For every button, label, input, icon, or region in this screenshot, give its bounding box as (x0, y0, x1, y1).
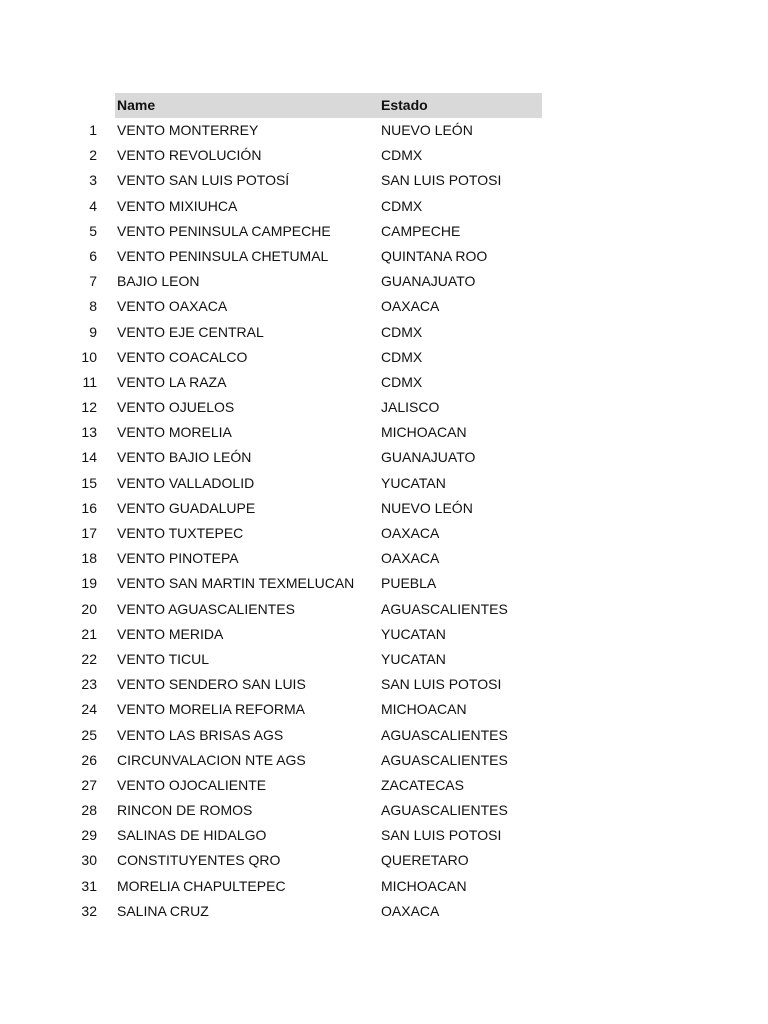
header-name: Name (117, 97, 156, 113)
table-row (0, 219, 768, 244)
row-number: 15 (81, 474, 97, 491)
row-estado: OAXACA (381, 298, 440, 315)
table-row (0, 622, 768, 647)
row-name: VENTO SAN MARTIN TEXMELUCAN (117, 575, 355, 592)
row-number: 3 (89, 172, 97, 189)
row-estado: AGUASCALIENTES (381, 726, 508, 743)
table-row (0, 748, 768, 773)
row-number: 10 (81, 348, 97, 365)
row-estado: NUEVO LEÓN (381, 499, 473, 516)
table-body (0, 118, 768, 924)
row-estado: MICHOACAN (381, 877, 467, 894)
row-estado: CDMX (381, 197, 423, 214)
row-name: MORELIA CHAPULTEPEC (117, 877, 286, 894)
row-name: VENTO BAJIO LEÓN (117, 449, 252, 466)
table-row (0, 672, 768, 697)
table-row (0, 395, 768, 420)
row-name: VENTO OAXACA (117, 298, 228, 315)
row-number: 17 (81, 525, 97, 541)
row-number: 16 (81, 499, 97, 516)
row-estado: SAN LUIS POTOSI (381, 172, 502, 189)
row-estado: GUANAJUATO (381, 449, 476, 466)
table-row (0, 168, 768, 193)
table-row (0, 848, 768, 873)
table-row (0, 798, 768, 823)
row-number: 20 (81, 600, 97, 617)
row-number: 24 (81, 701, 97, 718)
row-estado: CDMX (381, 147, 423, 164)
table-row (0, 647, 768, 672)
row-name: VENTO PENINSULA CHETUMAL (117, 247, 329, 264)
row-name: SALINAS DE HIDALGO (117, 827, 267, 844)
row-estado: YUCATAN (381, 474, 446, 491)
row-number: 22 (81, 650, 97, 667)
table-row (0, 823, 768, 848)
table-row (0, 370, 768, 395)
row-estado: SAN LUIS POTOSI (381, 827, 502, 844)
table-row (0, 496, 768, 521)
row-number: 23 (81, 676, 97, 693)
row-estado: MICHOACAN (381, 701, 467, 718)
row-estado: QUERETARO (381, 852, 469, 869)
row-name: VENTO TICUL (117, 650, 210, 667)
row-name: VENTO MORELIA REFORMA (117, 701, 305, 718)
row-number: 11 (82, 373, 97, 390)
row-estado: ZACATECAS (381, 776, 464, 793)
row-estado: AGUASCALIENTES (381, 802, 508, 819)
row-estado: OAXACA (381, 550, 440, 567)
table-row (0, 723, 768, 748)
row-estado: PUEBLA (381, 575, 437, 592)
row-name: VENTO PENINSULA CAMPECHE (117, 222, 331, 239)
row-name: VENTO PINOTEPA (117, 550, 239, 567)
row-number: 19 (81, 575, 97, 592)
row-estado: OAXACA (381, 902, 440, 919)
row-estado: CDMX (381, 373, 423, 390)
table-row (0, 571, 768, 596)
table-row (0, 143, 768, 168)
row-estado: AGUASCALIENTES (381, 751, 508, 768)
row-number: 28 (81, 802, 97, 819)
row-estado: AGUASCALIENTES (381, 600, 508, 617)
row-estado: OAXACA (381, 525, 440, 541)
row-number: 18 (81, 550, 97, 567)
row-name: VENTO SAN LUIS POTOSÍ (117, 172, 290, 189)
row-number: 25 (81, 726, 97, 743)
row-name: VENTO MERIDA (117, 625, 224, 642)
row-number: 26 (81, 751, 97, 768)
row-name: CONSTITUYENTES QRO (117, 852, 281, 869)
row-name: VENTO OJOCALIENTE (117, 776, 267, 793)
table-row (0, 244, 768, 269)
table-row (0, 445, 768, 470)
row-name: SALINA CRUZ (117, 902, 209, 919)
row-estado: YUCATAN (381, 650, 446, 667)
table-row (0, 899, 768, 924)
row-estado: CDMX (381, 323, 423, 340)
row-number: 6 (89, 247, 97, 264)
table-row (0, 521, 768, 546)
table-row (0, 420, 768, 445)
row-estado: CAMPECHE (381, 222, 461, 239)
row-name: VENTO VALLADOLID (117, 474, 255, 491)
row-number: 9 (89, 323, 97, 340)
table-row (0, 697, 768, 722)
row-estado: SAN LUIS POTOSI (381, 676, 502, 693)
row-estado: GUANAJUATO (381, 273, 476, 290)
row-number: 30 (81, 852, 97, 869)
row-name: VENTO MIXIUHCA (117, 197, 238, 214)
row-number: 7 (89, 273, 97, 290)
table-row (0, 773, 768, 798)
table-row (0, 269, 768, 294)
row-number: 32 (81, 902, 97, 919)
row-name: VENTO EJE CENTRAL (117, 323, 264, 340)
header-estado: Estado (381, 97, 428, 113)
row-estado: QUINTANA ROO (381, 247, 488, 264)
row-number: 12 (81, 399, 97, 416)
table-row (0, 546, 768, 571)
table-row (0, 345, 768, 370)
row-name: CIRCUNVALACION NTE AGS (117, 751, 306, 768)
row-estado: YUCATAN (381, 625, 446, 642)
row-number: 1 (89, 122, 97, 138)
row-estado: JALISCO (381, 399, 440, 416)
table-row (0, 471, 768, 496)
row-name: VENTO LAS BRISAS AGS (117, 726, 284, 743)
table-row (0, 597, 768, 622)
data-table (0, 93, 768, 924)
row-number: 5 (89, 222, 97, 239)
table-row (0, 194, 768, 219)
table-row (0, 294, 768, 319)
row-estado: MICHOACAN (381, 424, 467, 441)
row-number: 8 (89, 298, 97, 315)
row-name: BAJIO LEON (117, 273, 200, 290)
row-number: 31 (81, 877, 97, 894)
row-number: 13 (81, 424, 97, 441)
row-estado: NUEVO LEÓN (381, 122, 473, 138)
row-number: 27 (81, 776, 97, 793)
header-background (115, 93, 542, 118)
table-header (0, 93, 768, 118)
row-name: VENTO COACALCO (117, 348, 248, 365)
row-name: VENTO SENDERO SAN LUIS (117, 676, 306, 693)
row-name: VENTO TUXTEPEC (117, 525, 244, 541)
row-name: VENTO MONTERREY (117, 122, 259, 138)
row-number: 14 (81, 449, 97, 466)
row-name: VENTO REVOLUCIÓN (117, 147, 262, 164)
row-number: 4 (89, 197, 97, 214)
row-name: VENTO OJUELOS (117, 399, 235, 416)
row-name: VENTO LA RAZA (117, 373, 227, 390)
row-estado: CDMX (381, 348, 423, 365)
table-row (0, 874, 768, 899)
row-name: RINCON DE ROMOS (117, 802, 253, 819)
table-row (0, 320, 768, 345)
row-name: VENTO MORELIA (117, 424, 232, 441)
row-name: VENTO AGUASCALIENTES (117, 600, 295, 617)
row-number: 29 (81, 827, 97, 844)
row-number: 21 (81, 625, 97, 642)
table-row (0, 118, 768, 143)
row-name: VENTO GUADALUPE (117, 499, 256, 516)
row-number: 2 (89, 147, 97, 164)
